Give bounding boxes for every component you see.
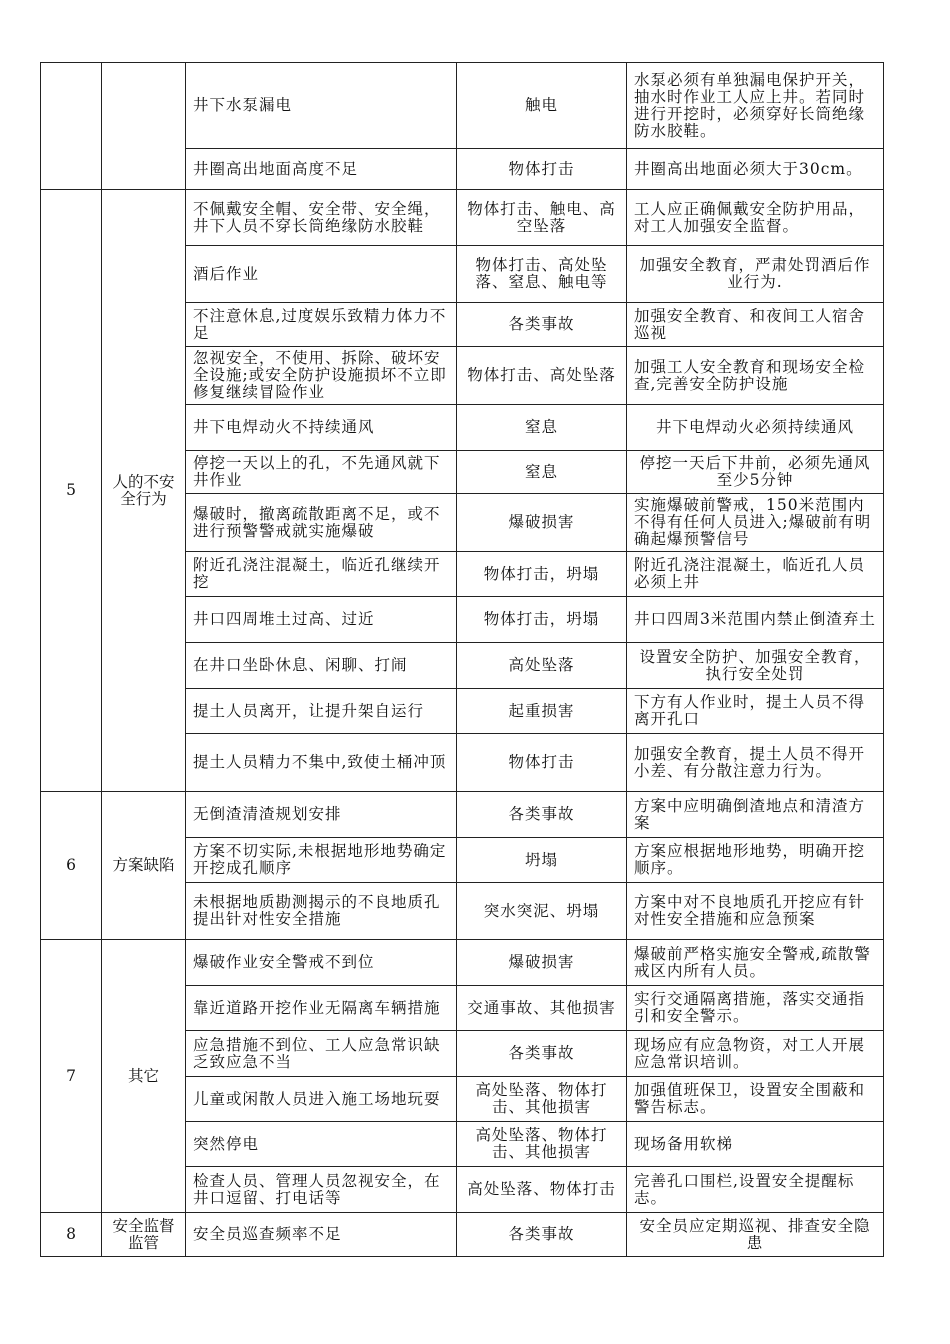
accident-type-cell: 各类事故 [457,1031,627,1077]
accident-type-cell: 物体打击，坍塌 [457,552,627,597]
accident-type-cell: 高处坠落、物体打击、其他损害 [457,1122,627,1167]
control-measure-cell: 井口四周3米范围内禁止倒渣弃土 [627,597,884,643]
control-measure-cell: 加强安全教育，严肃处罚酒后作业行为. [627,246,884,303]
accident-type-cell: 爆破损害 [457,940,627,986]
hazard-cell: 未根据地质勘测揭示的不良地质孔提出针对性安全措施 [186,883,457,940]
hazard-cell: 靠近道路开挖作业无隔离车辆措施 [186,986,457,1031]
hazard-cell: 提土人员精力不集中,致使土桶冲顶 [186,734,457,792]
accident-type-cell: 爆破损害 [457,494,627,552]
hazard-cell: 忽视安全，不使用、拆除、破坏安全设施;或安全防护设施损坏不立即修复继续冒险作业 [186,347,457,405]
hazard-cell: 在井口坐卧休息、闲聊、打闹 [186,643,457,689]
hazard-cell: 无倒渣清渣规划安排 [186,792,457,838]
group-number-cell [41,63,102,190]
hazard-cell: 应急措施不到位、工人应急常识缺乏致应急不当 [186,1031,457,1077]
control-measure-cell: 停挖一天后下井前，必须先通风至少5分钟 [627,451,884,494]
control-measure-cell: 加强安全教育，提土人员不得开小差、有分散注意力行为。 [627,734,884,792]
control-measure-cell: 设置安全防护、加强安全教育，执行安全处罚 [627,643,884,689]
hazard-cell: 附近孔浇注混凝土，临近孔继续开挖 [186,552,457,597]
accident-type-cell: 窒息 [457,405,627,451]
control-measure-cell: 加强工人安全教育和现场安全检查,完善安全防护设施 [627,347,884,405]
hazard-cell: 不佩戴安全帽、安全带、安全绳，井下人员不穿长筒绝缘防水胶鞋 [186,190,457,246]
accident-type-cell: 物体打击、触电、高空坠落 [457,190,627,246]
accident-type-cell: 高处坠落、物体打击、其他损害 [457,1077,627,1122]
group-category-cell: 人的不安全行为 [102,190,186,792]
accident-type-cell: 突水突泥、坍塌 [457,883,627,940]
table-row [41,792,884,838]
accident-type-cell: 各类事故 [457,1213,627,1257]
control-measure-cell: 完善孔口围栏,设置安全提醒标志。 [627,1167,884,1213]
hazard-cell: 停挖一天以上的孔，不先通风就下井作业 [186,451,457,494]
control-measure-cell: 附近孔浇注混凝土，临近孔人员必须上井 [627,552,884,597]
accident-type-cell: 物体打击 [457,149,627,190]
control-measure-cell: 下方有人作业时，提土人员不得离开孔口 [627,689,884,734]
group-category-cell [102,63,186,190]
accident-type-cell: 交通事故、其他损害 [457,986,627,1031]
control-measure-cell: 加强安全教育、和夜间工人宿舍巡视 [627,303,884,347]
accident-type-cell: 高处坠落 [457,643,627,689]
accident-type-cell: 物体打击、高处坠落 [457,347,627,405]
table-row [41,63,884,149]
control-measure-cell: 安全员应定期巡视、排查安全隐患 [627,1213,884,1257]
accident-type-cell: 触电 [457,63,627,149]
table-row [41,190,884,246]
hazard-cell: 安全员巡查频率不足 [186,1213,457,1257]
hazard-cell: 井圈高出地面高度不足 [186,149,457,190]
control-measure-cell: 方案中应明确倒渣地点和清渣方案 [627,792,884,838]
accident-type-cell: 高处坠落、物体打击 [457,1167,627,1213]
hazard-cell: 不注意休息,过度娱乐致精力体力不足 [186,303,457,347]
control-measure-cell: 水泵必须有单独漏电保护开关，抽水时作业工人应上井。若同时进行开挖时，必须穿好长筒绝缘防水胶鞋。 [627,63,884,149]
hazard-table [40,62,884,1257]
hazard-cell: 提土人员离开，让提升架自运行 [186,689,457,734]
accident-type-cell: 物体打击 [457,734,627,792]
hazard-cell: 儿童或闲散人员进入施工场地玩耍 [186,1077,457,1122]
accident-type-cell: 各类事故 [457,303,627,347]
group-number-cell: 7 [41,940,102,1213]
accident-type-cell: 物体打击，坍塌 [457,597,627,643]
group-number-cell: 6 [41,792,102,940]
accident-type-cell: 各类事故 [457,792,627,838]
control-measure-cell: 加强值班保卫，设置安全围蔽和警告标志。 [627,1077,884,1122]
control-measure-cell: 现场备用软梯 [627,1122,884,1167]
group-category-cell: 安全监督监管 [102,1213,186,1257]
table-row [41,1213,884,1257]
hazard-cell: 酒后作业 [186,246,457,303]
control-measure-cell: 现场应有应急物资，对工人开展应急常识培训。 [627,1031,884,1077]
accident-type-cell: 物体打击、高处坠落、窒息、触电等 [457,246,627,303]
group-number-cell: 8 [41,1213,102,1257]
control-measure-cell: 爆破前严格实施安全警戒,疏散警戒区内所有人员。 [627,940,884,986]
accident-type-cell: 坍塌 [457,838,627,883]
hazard-cell: 井口四周堆土过高、过近 [186,597,457,643]
hazard-cell: 井下电焊动火不持续通风 [186,405,457,451]
control-measure-cell: 方案应根据地形地势，明确开挖顺序。 [627,838,884,883]
control-measure-cell: 实行交通隔离措施，落实交通指引和安全警示。 [627,986,884,1031]
hazard-cell: 井下水泵漏电 [186,63,457,149]
control-measure-cell: 井圈高出地面必须大于30cm。 [627,149,884,190]
control-measure-cell: 工人应正确佩戴安全防护用品，对工人加强安全监督。 [627,190,884,246]
group-number-cell: 5 [41,190,102,792]
control-measure-cell: 井下电焊动火必须持续通风 [627,405,884,451]
hazard-cell: 突然停电 [186,1122,457,1167]
hazard-cell: 检查人员、管理人员忽视安全，在井口逗留、打电话等 [186,1167,457,1213]
control-measure-cell: 方案中对不良地质孔开挖应有针对性安全措施和应急预案 [627,883,884,940]
hazard-cell: 方案不切实际,未根据地形地势确定开挖成孔顺序 [186,838,457,883]
hazard-cell: 爆破作业安全警戒不到位 [186,940,457,986]
control-measure-cell: 实施爆破前警戒，150米范围内不得有任何人员进入;爆破前有明确起爆预警信号 [627,494,884,552]
group-category-cell: 其它 [102,940,186,1213]
accident-type-cell: 起重损害 [457,689,627,734]
hazard-cell: 爆破时，撤离疏散距离不足，或不进行预警警戒就实施爆破 [186,494,457,552]
accident-type-cell: 窒息 [457,451,627,494]
table-row [41,940,884,986]
group-category-cell: 方案缺陷 [102,792,186,940]
